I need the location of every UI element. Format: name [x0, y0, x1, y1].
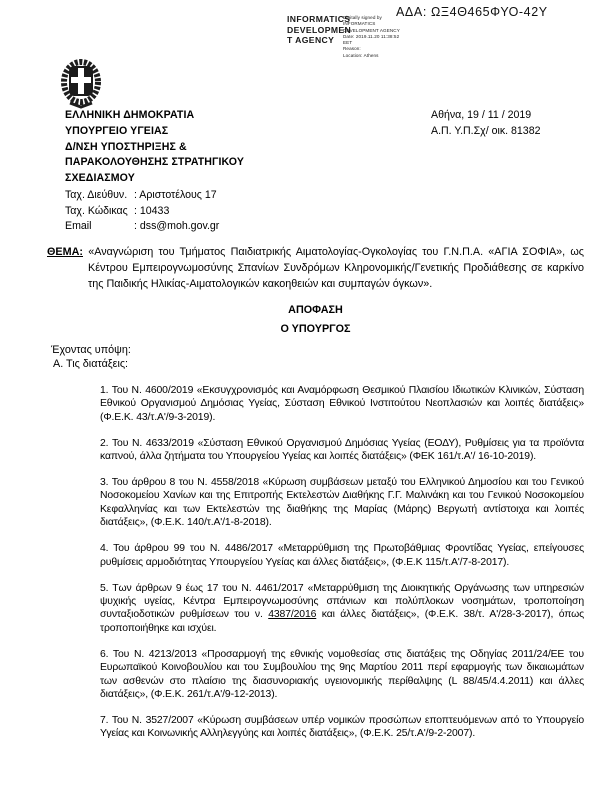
document-body — [47, 233, 584, 751]
legal-items-list — [100, 384, 584, 741]
signature-detail-line: INFORMATICS — [343, 21, 376, 27]
law-4387-link[interactable]: 4387/2016 — [268, 609, 317, 621]
document-date: Αθήνα, 19 / 11 / 2019 — [431, 109, 532, 121]
subject-heading: ΘΕΜΑ: — [47, 245, 83, 258]
signature-detail-line: DEVELOPMENT AGENCY — [343, 27, 400, 33]
contact-value-email: : dss@moh.gov.gr — [134, 220, 220, 233]
signature-agency-line: INFORMATICS — [287, 14, 351, 24]
contact-row-address — [65, 188, 219, 204]
contact-info — [65, 188, 219, 235]
subject-paragraph — [47, 244, 584, 293]
decision-heading: ΑΠΟΦΑΣΗ — [288, 304, 343, 317]
contact-row-postcode — [65, 204, 219, 220]
legal-item-6: 6. Του Ν. 4213/2013 «Προσαρμογή της εθνικής νομοθεσίας στις διατάξεις της Οδηγίας 2011/24/ΕΕ του Ευρωπαϊκού Κοινοβουλίου και του Συμβουλίου της 9ης Μαρτίου 2011 περί εφαρμογής των δικαιωμάτων των ασθενών στο πλαίσιο της διασυνοριακής υγειονομικής περίθαλψης (L 88/45/4.4.2011) και άλλες διατάξεις», (Φ.Ε.Κ. 261/τ.Α'/9-12-2013). — [100, 648, 584, 701]
ada-code: ΑΔΑ: ΩΞ4Θ465ΦΥΟ-42Υ — [396, 5, 548, 19]
signature-agency-line: DEVELOPMEN — [287, 24, 352, 35]
signature-detail-line: EET — [343, 40, 353, 46]
ministry-line-directorate: ΣΧΕΔΙΑΣΜΟΥ — [65, 172, 135, 185]
protocol-number: Α.Π. Υ.Π.Σχ/ οικ. 81382 — [431, 124, 541, 137]
legal-item-4: 4. Του άρθρου 99 του Ν. 4486/2017 «Μεταρρύθμιση της Πρωτοβάθμιας Φροντίδας Υγείας, επείγουσες ρυθμίσεις αρμοδιότητας Υπουργείου Υγείας και άλλες διατάξεις», (Φ.Ε.Κ 115/τ.Α'/7-8-2017). — [100, 543, 584, 568]
contact-label: Ταχ. Διεύθυν. — [65, 189, 128, 201]
signature-detail-line: Location: Athens — [343, 52, 379, 58]
greek-emblem-icon — [58, 58, 104, 112]
signature-details — [343, 15, 400, 59]
signature-detail-line: Date: 2019.11.20 11:38:52 — [343, 33, 400, 39]
subject-text: «Αναγνώριση του Τμήματος Παιδιατρικής Αιματολογίας-Ογκολογίας του Γ.Ν.Π.Α. «ΑΓΙΑ ΣΟΦΙΑ», ως Κέντρου Εμπειρογνωμοσύνης Σπανίων Συνδρόμων Κληρονομικής/Γενετικής Προδιάθεσης σε καρκίνο της Παιδικής Ηλικίας-Αιματολογικών κακοηθειών και συμπαγών όγκων». — [88, 245, 585, 291]
signature-detail-line: Digitally signed by — [343, 15, 382, 20]
contact-value: : Αριστοτέλους 17 — [134, 189, 217, 201]
having-regard-text: Έχοντας υπόψη: — [51, 344, 131, 357]
contact-label: Email — [65, 220, 92, 233]
legal-item-2: 2. Του Ν. 4633/2019 «Σύσταση Εθνικού Οργανισμού Δημόσιας Υγείας (ΕΟΔΥ), Ρυθμίσεις για τα προϊόντα καπνού, άλλα ζητήματα του Υπουργείου Υγείας και λοιπές διατάξεις» (ΦΕΚ 161/τ.Α'/ 16-10-2019). — [100, 437, 584, 463]
ministry-line-ministry: ΥΠΟΥΡΓΕΙΟ ΥΓΕΙΑΣ — [65, 124, 169, 137]
ministry-line-republic: ΕΛΛΗΝΙΚΗ ΔΗΜΟΚΡΑΤΙΑ — [65, 109, 195, 121]
signature-detail-line: Reason: — [343, 46, 361, 52]
section-a-label: Α. Τις διατάξεις: — [53, 358, 129, 371]
contact-value: : 10433 — [134, 204, 170, 217]
legal-item-5-text: 5. Των άρθρων 9 έως 17 του Ν. 4461/2017 «Μεταρρύθμιση της Διοικητικής Οργάνωσης των υπηρεσιών ψυχικής υγείας, Κέντρα Εμπειρογνωμοσύνης σπάνιων και πολύπλοκων νοσημάτων, τροποποίηση συνταξιοδοτικών ρυθμίσεων του ν. — [100, 582, 584, 621]
legal-item-3: 3. Του άρθρου 8 του Ν. 4558/2018 «Κύρωση συμβάσεων μεταξύ του Ελληνικού Δημοσίου και του Γενικού Νοσοκομείου Χανίων και της Επιτροπής Εκτελεστών Διαθήκης Γ.Γ. Μαλινάκη και του Γενικού Νοσοκομείου Κεφαλληνίας και των Εκτελεστών της διαθήκης της Μαρίας (Μάρης) Βεργωτή αντίστοιχα και λοιπές διατάξεις», (Φ.Ε.Κ. 140/τ.Α'/1-8-2018). — [100, 477, 584, 529]
legal-item-5-text: και άλλες διατάξεις», (Φ.Ε.Κ. 38/τ. Α'/28-3-2017), όπως τροποποιήθηκε και ισχύει. — [100, 609, 585, 634]
date-protocol-block — [431, 108, 541, 139]
minister-heading: Ο ΥΠΟΥΡΓΟΣ — [280, 323, 351, 336]
legal-item-7: 7. Του Ν. 3527/2007 «Κύρωση συμβάσεων υπέρ νομικών προσώπων εποπτευόμενων από το Υπουργείο Υγείας και Κοινωνικής Αλληλεγγύης και λοιπές διατάξεις», (Φ.Ε.Κ. 25/τ.Α'/9-2-2007). — [100, 715, 584, 740]
legal-item-1: 1. Του Ν. 4600/2019 «Εκσυγχρονισμός και Αναμόρφωση Θεσμικού Πλαισίου Ιδιωτικών Κλινικών, Σύσταση Εθνικού Οργανισμού Δημόσιας Υγείας, Σύσταση Εθνικού Ινστιτούτου Νεοπλασιών και λοιπές διατάξεις» (Φ.Ε.Κ. 43/τ.Α'/9-3-2019). — [100, 384, 584, 423]
contact-label: Ταχ. Κώδικας — [65, 204, 128, 217]
signature-agency-line: T AGENCY — [287, 35, 335, 46]
ministry-line-directorate: ΠΑΡΑΚΟΛΟΥΘΗΣΗΣ ΣΤΡΑΤΗΓΙΚΟΥ — [65, 156, 245, 169]
legal-item-5 — [100, 582, 584, 636]
signature-agency-name — [287, 14, 351, 46]
ministry-line-directorate: Δ/ΝΣΗ ΥΠΟΣΤΗΡΙΞΗΣ & — [65, 140, 187, 153]
ministry-header — [65, 108, 244, 187]
